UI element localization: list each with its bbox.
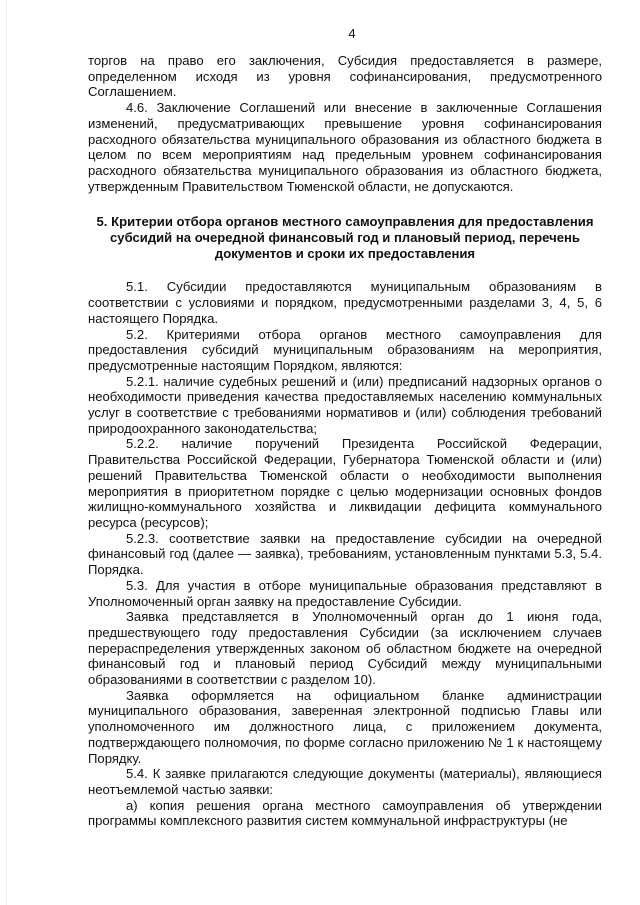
paragraph-5-4: 5.4. К заявке прилагаются следующие документы (материалы), являющиеся неотъемлемой частью заявки: (88, 766, 602, 797)
document-page (88, 24, 602, 899)
section-heading: 5. Критерии отбора органов местного самоуправления для предоставления субсидий на очередной финансовый год и плановый период, перечень документов и сроки их предоставления (96, 214, 594, 261)
paragraph-5-3: 5.3. Для участия в отборе муниципальные образования представляют в Уполномоченный орган заявку на предоставление Субсидии. (88, 577, 602, 609)
paragraph-4-6: 4.6. Заключение Соглашений или внесение в заключенные Соглашения изменений, предусматривающих превышение уровня софинансирования расходного обязательства муниципального образования из областного бюджета в целом по всем мероприятиям над предельным уровнем софинансирования расходного обязательства муниципального образования из областного бюджета, утвержденным Правительством Тюменской области, не допускаются. (88, 100, 602, 194)
paragraph-item-a: а) копия решения органа местного самоуправления об утверждении программы комплексного развития систем коммунальной инфраструктуры (не (88, 797, 602, 829)
scan-edge (6, 0, 7, 905)
page-number: 4 (348, 26, 356, 41)
paragraph-application-form: Заявка оформляется на официальном бланке администрации муниципального образования, заверенная электронной подписью Главы или уполномоченного им должностного лица, с приложением документа, подтверждающего полномочия, по форме согласно приложению № 1 к настоящему Порядку. (88, 687, 602, 766)
paragraph-5-2-2: 5.2.2. наличие поручений Президента Российской Федерации, Правительства Российской Федерации, Губернатора Тюменской области и (или) решений Правительства Тюменской области о необходимости выполнения мероприятия в приоритетном порядке с целью модернизации основных фондов жилищно-коммунального хозяйства и ликвидации дефицита коммунального ресурса (ресурсов); (88, 436, 602, 530)
paragraph-5-1: 5.1. Субсидии предоставляются муниципальным образованиям в соответствии с условиями и порядком, предусмотренными разделами 3, 4, 5, 6 настоящего Порядка. (88, 279, 602, 326)
paragraph-5-2: 5.2. Критериями отбора органов местного самоуправления для предоставления субсидий муниципальным образованиям на мероприятия, предусмотренные настоящим Порядком, являются: (88, 326, 602, 373)
paragraph-continuation: торгов на право его заключения, Субсидия предоставляется в размере, определенном исходя из уровня софинансирования, предусмотренного Соглашением. (88, 53, 602, 100)
paragraph-5-2-3: 5.2.3. соответствие заявки на предоставление субсидии на очередной финансовый год (далее — заявка), требованиям, установленным пунктами 5.3, 5.4. Порядка. (88, 530, 602, 578)
paragraph-application-deadline: Заявка представляется в Уполномоченный орган до 1 июня года, предшествующего году предоставления Субсидии (за исключением случаев перераспределения утвержденных законом об областном бюджете на очередной финансовый год и плановый период Субсидий между муниципальными образованиями в соответствии с разделом 10). (88, 609, 602, 688)
paragraph-5-2-1: 5.2.1. наличие судебных решений и (или) предписаний надзорных органов о необходимости приведения качества предоставляемых населению коммунальных услуг в соответствие с требованиями нормативов и (или) соблюдения требований природоохранного законодательства; (88, 373, 602, 436)
